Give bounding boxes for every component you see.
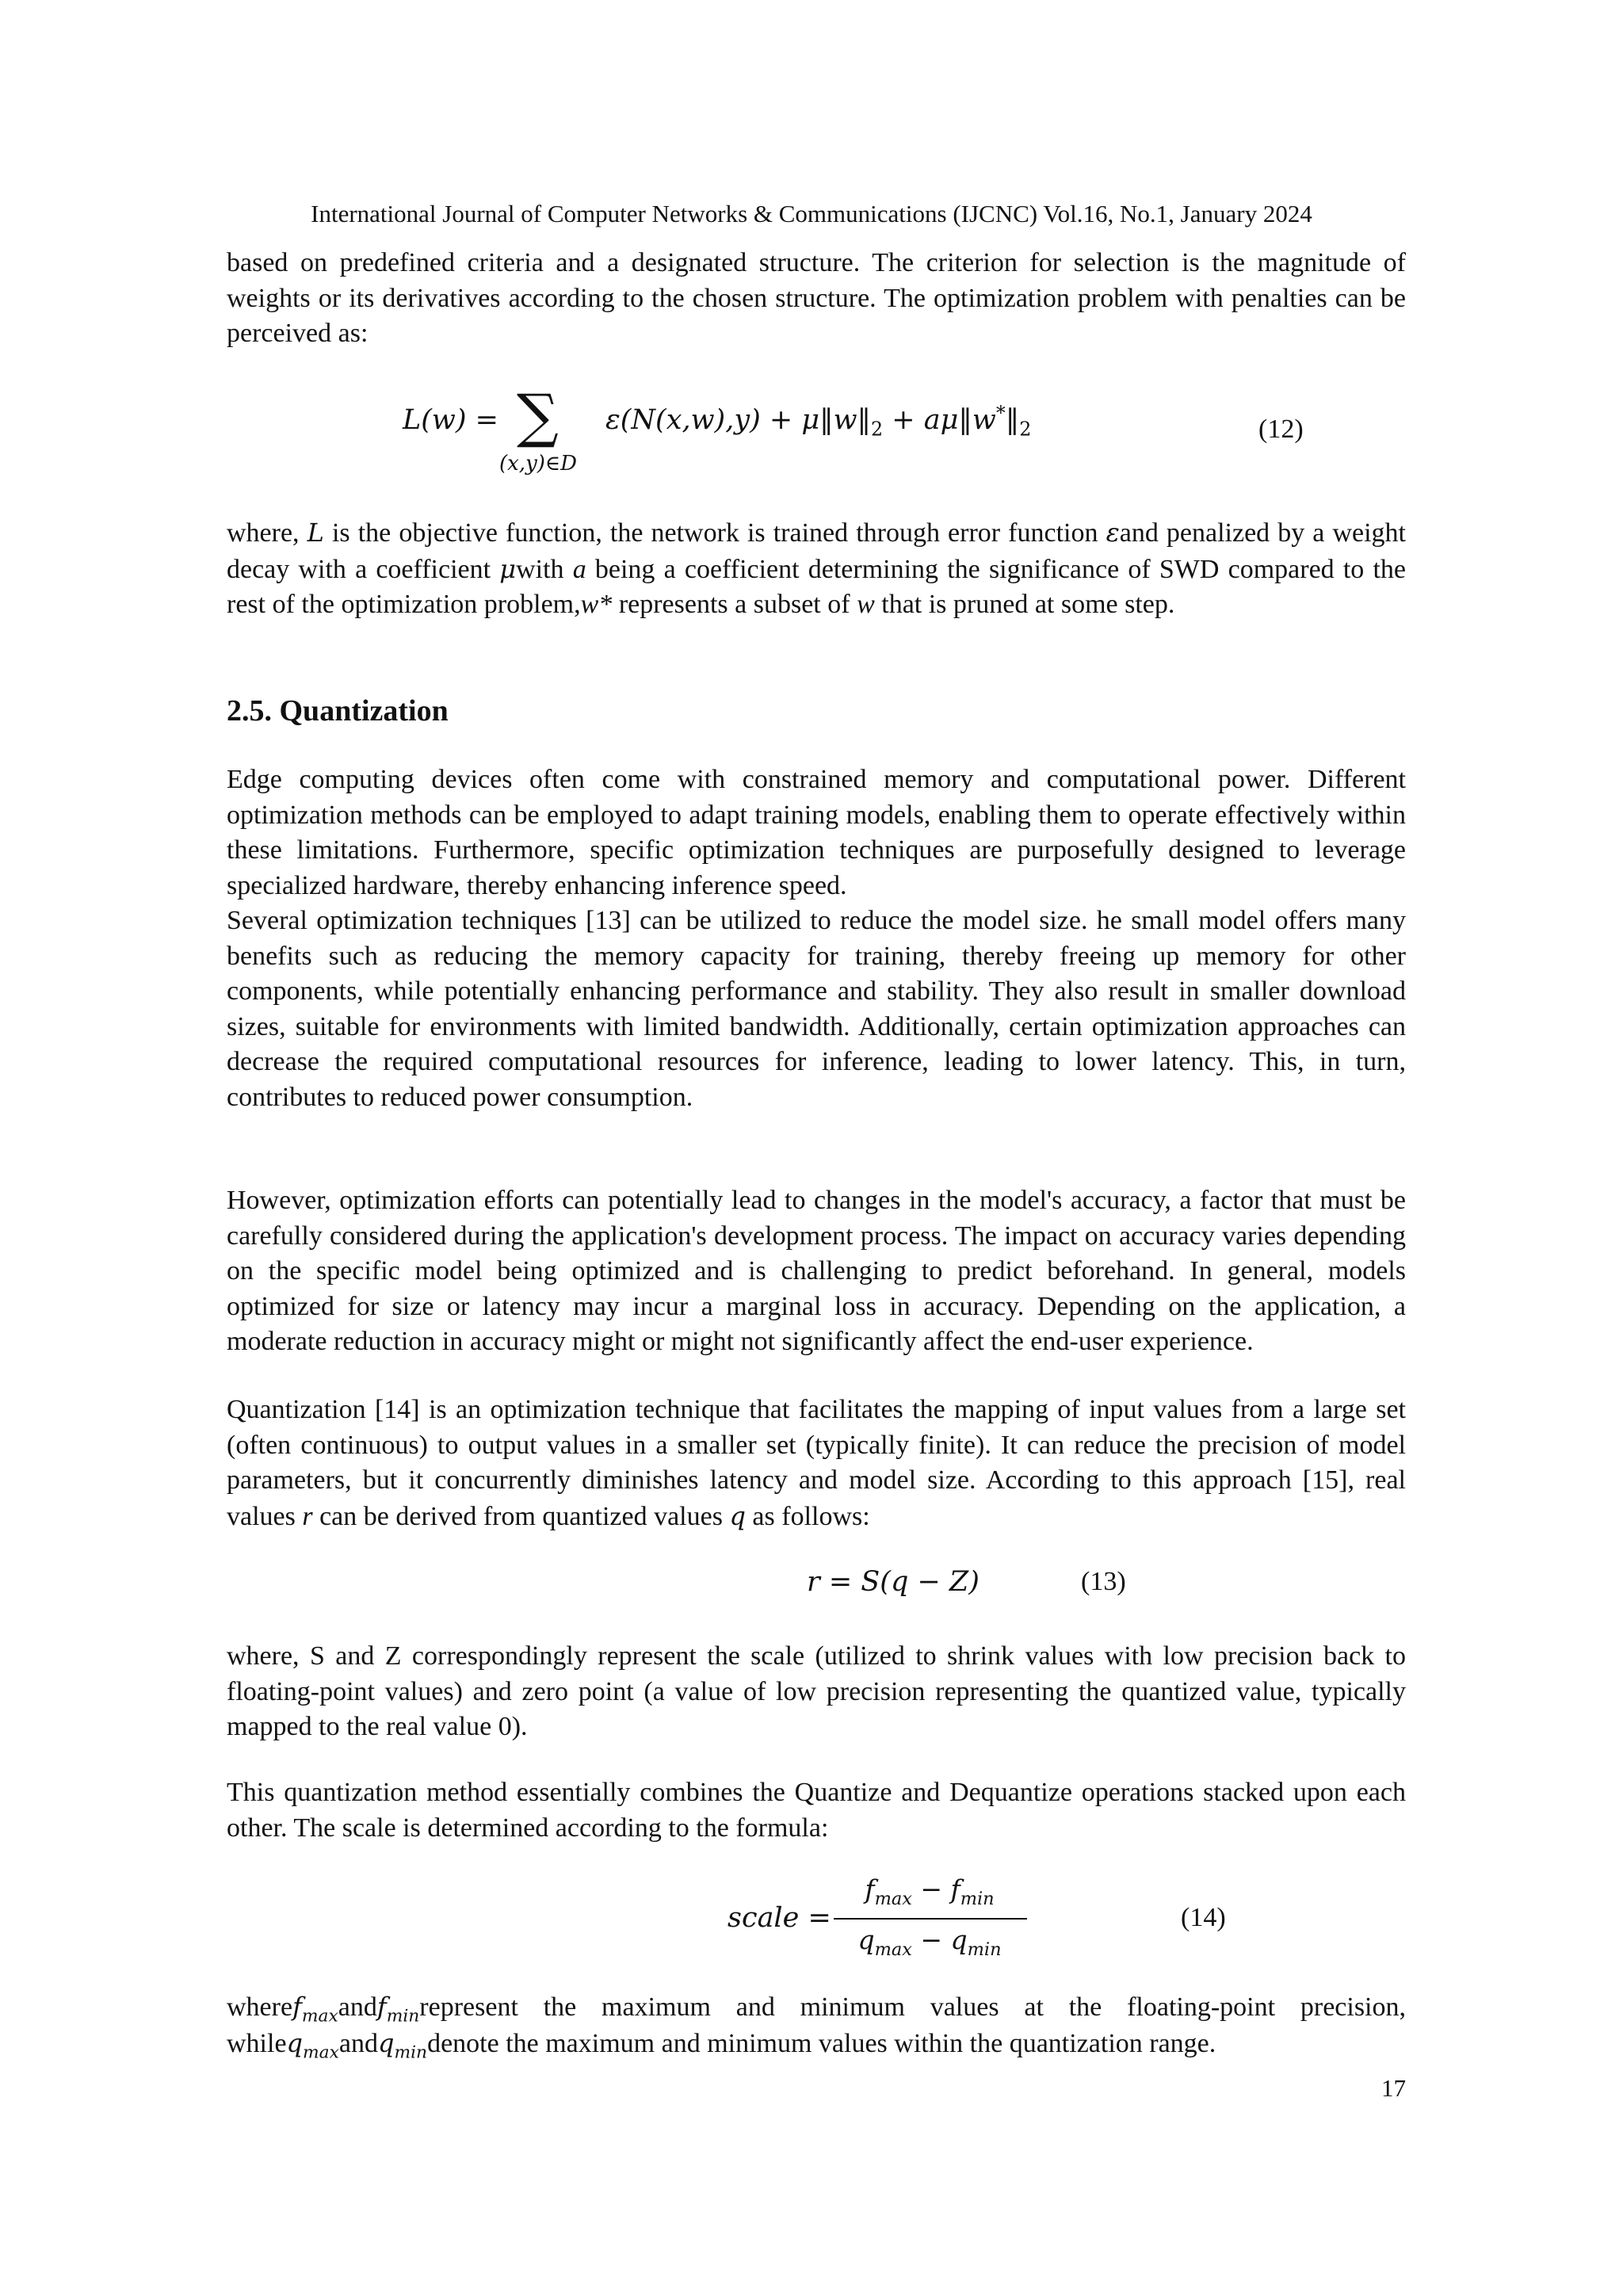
section-heading: 2.5. Quantization bbox=[227, 694, 449, 728]
eq12-rhs bbox=[605, 402, 1032, 441]
eq13-formula: r = S(q − Z) bbox=[807, 1566, 980, 1598]
eq12-sigma-subscript: (x,y)∈D bbox=[499, 452, 577, 476]
w12-t5: being a coefficient determining the significance of SWD compared to the rest of the optimization problem, bbox=[227, 554, 1406, 619]
w14-fmax: $f_{max}$ bbox=[292, 1992, 338, 2027]
w14-qmax: $q_{max}$ bbox=[286, 2027, 339, 2063]
accuracy-paragraph bbox=[227, 1183, 1406, 1360]
quantization-paragraph bbox=[227, 1392, 1406, 1534]
w14-and1: and bbox=[338, 1992, 377, 2022]
eq12-star: * bbox=[995, 402, 1006, 425]
eq14-number: (14) bbox=[1181, 1903, 1226, 1932]
eq14-num-minus: − f bbox=[911, 1874, 960, 1904]
w12-m3: μ bbox=[499, 553, 517, 584]
eq14-num-f: f bbox=[865, 1874, 875, 1904]
equation-13 bbox=[227, 1561, 1406, 1648]
where-paragraph-14 bbox=[227, 1989, 1406, 2061]
qp-m1: r bbox=[302, 1501, 313, 1531]
eq14-den-max: max bbox=[874, 1939, 912, 1960]
where12-text bbox=[227, 515, 1406, 623]
equation-14 bbox=[227, 1870, 1406, 1966]
eq14-num-max: max bbox=[874, 1888, 912, 1909]
paragraph-quantization bbox=[227, 1392, 1406, 1534]
w14-t1: where bbox=[227, 1992, 293, 2022]
eq12-lhs: L(w) = bbox=[403, 404, 498, 436]
w12-m4: a bbox=[572, 554, 586, 584]
equation-12 bbox=[227, 382, 1406, 483]
where-paragraph-12 bbox=[227, 515, 1406, 623]
w12-m6: w bbox=[857, 590, 875, 619]
eq14-den-min: min bbox=[967, 1939, 1002, 1960]
qp-t3: as follows: bbox=[745, 1501, 870, 1531]
eq13-number: (13) bbox=[1081, 1567, 1126, 1596]
w14-fmin: $f_{min}$ bbox=[376, 1992, 420, 2027]
qp-m2: q bbox=[729, 1500, 746, 1531]
w14-t2: represent the maximum and minimum values at the floating-point precision, while bbox=[227, 1992, 1406, 2058]
eq12-sub-2: 2 bbox=[871, 418, 884, 441]
eq14-lhs: scale = bbox=[727, 1902, 831, 1934]
w12-t7: that is pruned at some step. bbox=[874, 590, 1175, 619]
w12-t1: where, bbox=[227, 518, 307, 548]
where13-text: where, S and Z correspondingly represent the scale (utilized to shrink values with low precision back to floating-point values) and zero point (a value of low precision representing the quantized value, typically mapped to the real value 0). bbox=[227, 1641, 1406, 1741]
w14-t3: denote the maximum and minimum values within the quantization range. bbox=[427, 2028, 1216, 2058]
method-paragraph bbox=[227, 1775, 1406, 1846]
w12-m2: ε bbox=[1106, 518, 1120, 548]
eq14-fraction-bar bbox=[834, 1918, 1027, 1920]
eq14-denominator bbox=[832, 1924, 1027, 1960]
eq12-sub-2b: 2 bbox=[1019, 418, 1032, 441]
eq12-rhs-a: ε(N(x,w),y) + μ‖w‖ bbox=[605, 404, 872, 436]
w12-m1: L bbox=[307, 518, 324, 548]
page-number: 17 bbox=[1381, 2074, 1406, 2102]
qp-t1: Quantization [14] is an optimization technique that facilitates the mapping of input values from a large set (often continuous) to output values in a smaller set (typically finite). It can reduce the precision of model parameters, but it concurrently diminishes latency and model size. According to this approach [15], real values bbox=[227, 1395, 1406, 1531]
eq14-numerator bbox=[832, 1874, 1027, 1909]
intro-text: based on predefined criteria and a designated structure. The criterion for selection is the magnitude of weights or its derivatives according to the chosen structure. The optimization problem with penalties can be perceived as: bbox=[227, 248, 1406, 348]
w12-t4: with bbox=[516, 554, 573, 584]
eq14-den-minus: − q bbox=[911, 1924, 968, 1955]
w12-t3: and penalized by a weight decay with a coefficient bbox=[227, 518, 1406, 584]
eq12-number: (12) bbox=[1258, 415, 1304, 444]
paragraph-accuracy: However, optimization efforts can potentially lead to changes in the model's accuracy, a factor that must be carefully considered during the application's development process. The impact on accuracy varies depending on the specific model being optimized and is challenging to predict beforehand. In general, models optimized for size or latency may incur a marginal loss in accuracy. Depending on the application, a moderate reduction in accuracy might or might not significantly affect the end-user experience. bbox=[227, 1186, 1406, 1356]
running-header: International Journal of Computer Networks & Communications (IJCNC) Vol.16, No.1, January 2024 bbox=[311, 200, 1312, 227]
w12-t2: is the objective function, the network is trained through error function bbox=[323, 518, 1106, 548]
intro-paragraph bbox=[227, 246, 1406, 352]
eq12-rhs-b: + aμ‖w bbox=[883, 404, 996, 436]
eq12-sigma: ∑ bbox=[517, 382, 559, 450]
w12-t6: represents a subset of bbox=[612, 590, 857, 619]
w14-and2: and bbox=[338, 2028, 378, 2058]
where14-text bbox=[227, 1989, 1406, 2061]
paragraph-edge-computing: Edge computing devices often come with constrained memory and computational power. Different optimization methods can be employed to adapt training models, enabling them to operate effectively within these limitations. Furthermore, specific optimization techniques are purposefully designed to leverage specialized hardware, thereby enhancing inference speed. bbox=[227, 765, 1406, 900]
edge-computing-paragraphs bbox=[227, 762, 1406, 1115]
paragraph-method: This quantization method essentially combines the Quantize and Dequantize operations stacked upon each other. The scale is determined according to the formula: bbox=[227, 1778, 1406, 1843]
w14-qmin: $q_{min}$ bbox=[377, 2027, 428, 2063]
paragraph-optimization-techniques: Several optimization techniques [13] can be utilized to reduce the model size. he small model offers many benefits such as reducing the memory capacity for training, thereby freeing up memory for other components, while potentially enhancing performance and stability. They also result in smaller download sizes, suitable for environments with limited bandwidth. Additionally, certain optimization approaches can decrease the required computational resources for inference, leading to lower latency. This, in turn, contributes to reduced power consumption. bbox=[227, 906, 1406, 1112]
w12-m5: w* bbox=[580, 590, 613, 619]
eq14-num-min: min bbox=[960, 1888, 995, 1909]
where-paragraph-13 bbox=[227, 1639, 1406, 1745]
eq14-den-q: q bbox=[857, 1924, 875, 1955]
eq12-rhs-c: ‖ bbox=[1005, 404, 1020, 436]
qp-t2: can be derived from quantized values bbox=[312, 1501, 730, 1531]
